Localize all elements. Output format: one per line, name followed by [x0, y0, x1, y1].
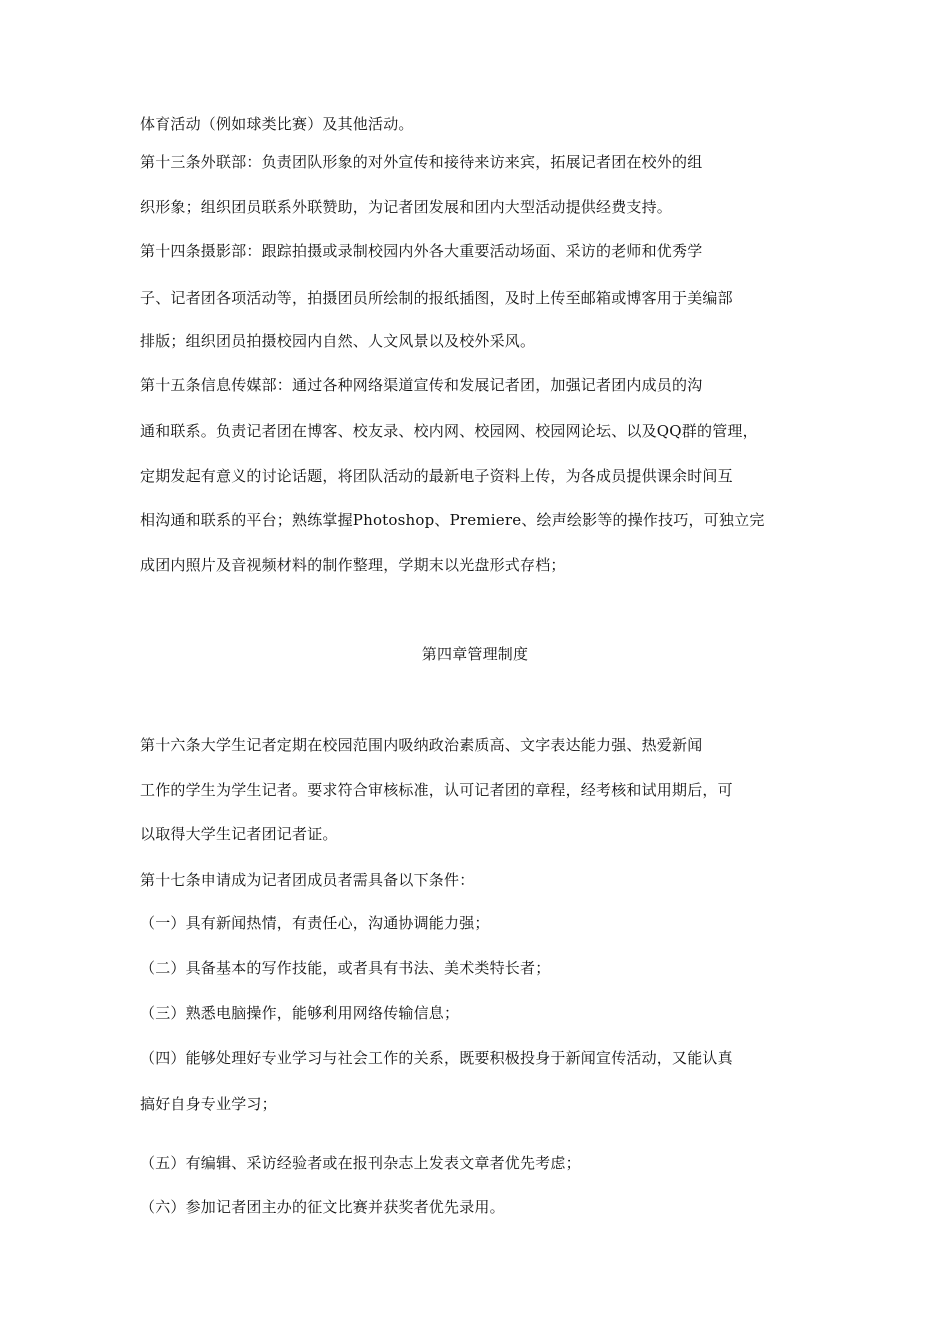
paragraph-line: 子、记者团各项活动等，拍摄团员所绘制的报纸插图，及时上传至邮箱或博客用于美编部 — [140, 289, 733, 307]
chapter-title: 第四章管理制度 — [421, 645, 529, 663]
paragraph-line: 搞好自身专业学习； — [140, 1095, 277, 1113]
paragraph-line: 体育活动（例如球类比赛）及其他活动。 — [140, 115, 414, 133]
paragraph-line: 以取得大学生记者团记者证。 — [140, 825, 338, 843]
paragraph-line: 工作的学生为学生记者。要求符合审核标准，认可记者团的章程，经考核和试用期后，可 — [140, 781, 733, 799]
list-item: （一）具有新闻热情，有责任心，沟通协调能力强； — [140, 914, 490, 932]
paragraph-line: 第十七条申请成为记者团成员者需具备以下条件： — [140, 871, 475, 889]
list-item: （四）能够处理好专业学习与社会工作的关系，既要积极投身于新闻宣传活动，又能认真 — [140, 1049, 733, 1067]
list-item: （五）有编辑、采访经验者或在报刊杂志上发表文章者优先考虑； — [140, 1154, 581, 1172]
paragraph-line: 定期发起有意义的讨论话题，将团队活动的最新电子资料上传，为各成员提供课余时间互 — [140, 467, 733, 485]
paragraph-line: 第十四条摄影部：跟踪拍摄或录制校园内外各大重要活动场面、采访的老师和优秀学 — [140, 242, 703, 260]
paragraph-line: 排版；组织团员拍摄校园内自然、人文风景以及校外采风。 — [140, 332, 536, 350]
paragraph-line: 通和联系。负责记者团在博客、校友录、校内网、校园网、校园网论坛、以及QQ群的管理， — [140, 422, 758, 440]
paragraph-line: 第十六条大学生记者定期在校园范围内吸纳政治素质高、文字表达能力强、热爱新闻 — [140, 736, 703, 754]
paragraph-line: 成团内照片及音视频材料的制作整理，学期末以光盘形式存档； — [140, 556, 566, 574]
list-item: （三）熟悉电脑操作，能够利用网络传输信息； — [140, 1004, 460, 1022]
paragraph-line: 第十五条信息传媒部：通过各种网络渠道宣传和发展记者团，加强记者团内成员的沟 — [140, 376, 703, 394]
list-item: （二）具备基本的写作技能，或者具有书法、美术类特长者； — [140, 959, 551, 977]
paragraph-line: 第十三条外联部：负责团队形象的对外宣传和接待来访来宾，拓展记者团在校外的组 — [140, 153, 703, 171]
paragraph-line: 相沟通和联系的平台；熟练掌握Photoshop、Premiere、绘声绘影等的操作技巧，可独立完 — [140, 511, 765, 529]
list-item: （六）参加记者团主办的征文比赛并获奖者优先录用。 — [140, 1198, 505, 1216]
paragraph-line: 织形象；组织团员联系外联赞助，为记者团发展和团内大型活动提供经费支持。 — [140, 198, 673, 216]
